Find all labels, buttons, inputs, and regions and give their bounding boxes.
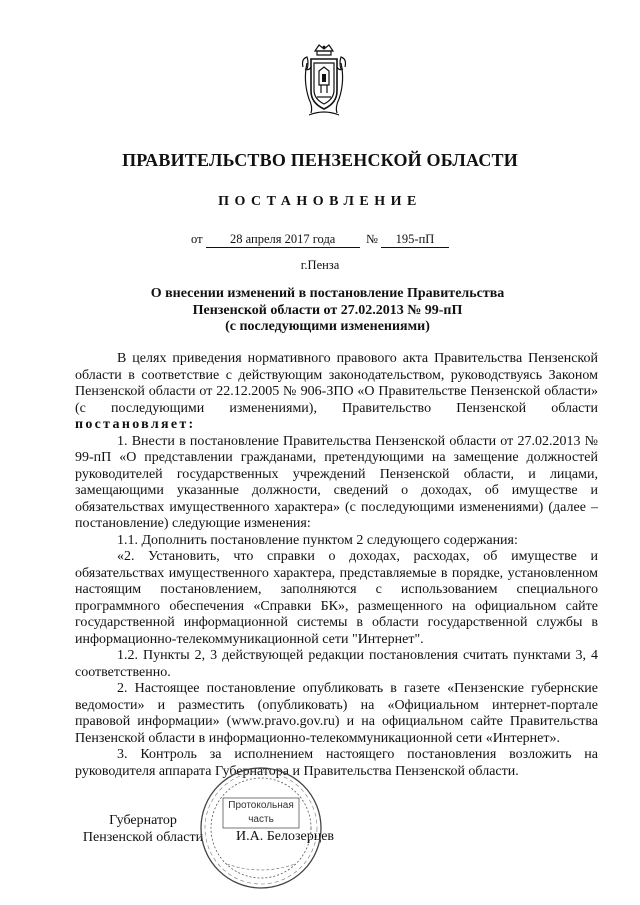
document-number: 195-пП [381, 232, 449, 248]
paragraph-1-1: 1.1. Дополнить постановление пунктом 2 следующего содержания: [117, 532, 518, 548]
signatory-title [78, 812, 208, 846]
stamp-line: Протокольная [228, 800, 294, 811]
organization-title: ПРАВИТЕЛЬСТВО ПЕНЗЕНСКОЙ ОБЛАСТИ [122, 150, 518, 170]
official-stamp [197, 764, 325, 892]
paragraph-preamble [75, 351, 598, 434]
heading-line: Пензенской области от 27.02.2013 № 99-пП [192, 302, 463, 318]
heading-line: О внесении изменений в постановление Правительства [150, 286, 505, 301]
paragraph-new-2: «2. Установить, что справки о доходах, расходах, об имуществе и обязательствах имущественного характера, представляемые в порядке, установленном настоящим постановлением, заполняются с использованием специального программного обеспечения «Справки БК», размещенного на официальном сайте государственной информационной системы в области государственной службы в информационно-телекоммуникационной сети "Интернет". [75, 549, 598, 647]
heading-line: (с последующими изменениями) [225, 319, 430, 334]
signatory-title-line: Пензенской области [82, 830, 204, 845]
signatory-title-line: Губернатор [109, 813, 177, 828]
paragraph-3: 3. Контроль за исполнением настоящего постановления возложить на руководителя аппарата Губернатора и Правительства Пензенской области. [75, 747, 598, 779]
document-date: 28 апреля 2017 года [206, 232, 360, 248]
stamp-seal-icon [197, 764, 325, 892]
coat-of-arms-icon [297, 41, 351, 121]
resolution-keyword: постановляет: [75, 417, 196, 432]
paragraph-2: 2. Настоящее постановление опубликовать в газете «Пензенские губернские ведомости» и разместить (опубликовать) на «Официальном интернет-портале правовой информации» (www.pravo.gov.ru) и на официальном сайте Правительства Пензенской области в информационно-телекоммуникационной сети «Интернет». [75, 681, 598, 746]
paragraph-1-2: 1.2. Пункты 2, 3 действующей редакции постановления считать пунктами 3, 4 соответственно. [75, 648, 598, 680]
date-number-line [0, 232, 640, 248]
stamp-line: часть [248, 814, 274, 825]
date-prefix: от [191, 232, 203, 246]
signatory-name: И.А. Белозерцев [236, 829, 335, 844]
document-heading [120, 286, 535, 336]
number-prefix: № [365, 232, 378, 246]
document-body [75, 351, 598, 780]
document-type: ПОСТАНОВЛЕНИЕ [218, 194, 422, 209]
preamble-text: В целях приведения нормативного правового акта Правительства Пензенской области в соответствие с действующим законодательством, руководствуясь Законом Пензенской области от 22.12.2005 № 906-ЗПО «О Правительстве Пензенской области» (с последующими изменениями), Правительство Пензенской области [75, 351, 598, 416]
city: г.Пенза [300, 258, 340, 272]
paragraph-1: 1. Внести в постановление Правительства Пензенской области от 27.02.2013 № 99-пП «О представлении гражданами, претендующими на замещение должностей руководителей государственных учреждений Пензенской области, и лицами, замещающими указанные должности, сведений о доходах, об имуществе и обязательствах имущественного характера» (с последующими изменениями) (далее – постановление) следующие изменения: [75, 433, 598, 531]
